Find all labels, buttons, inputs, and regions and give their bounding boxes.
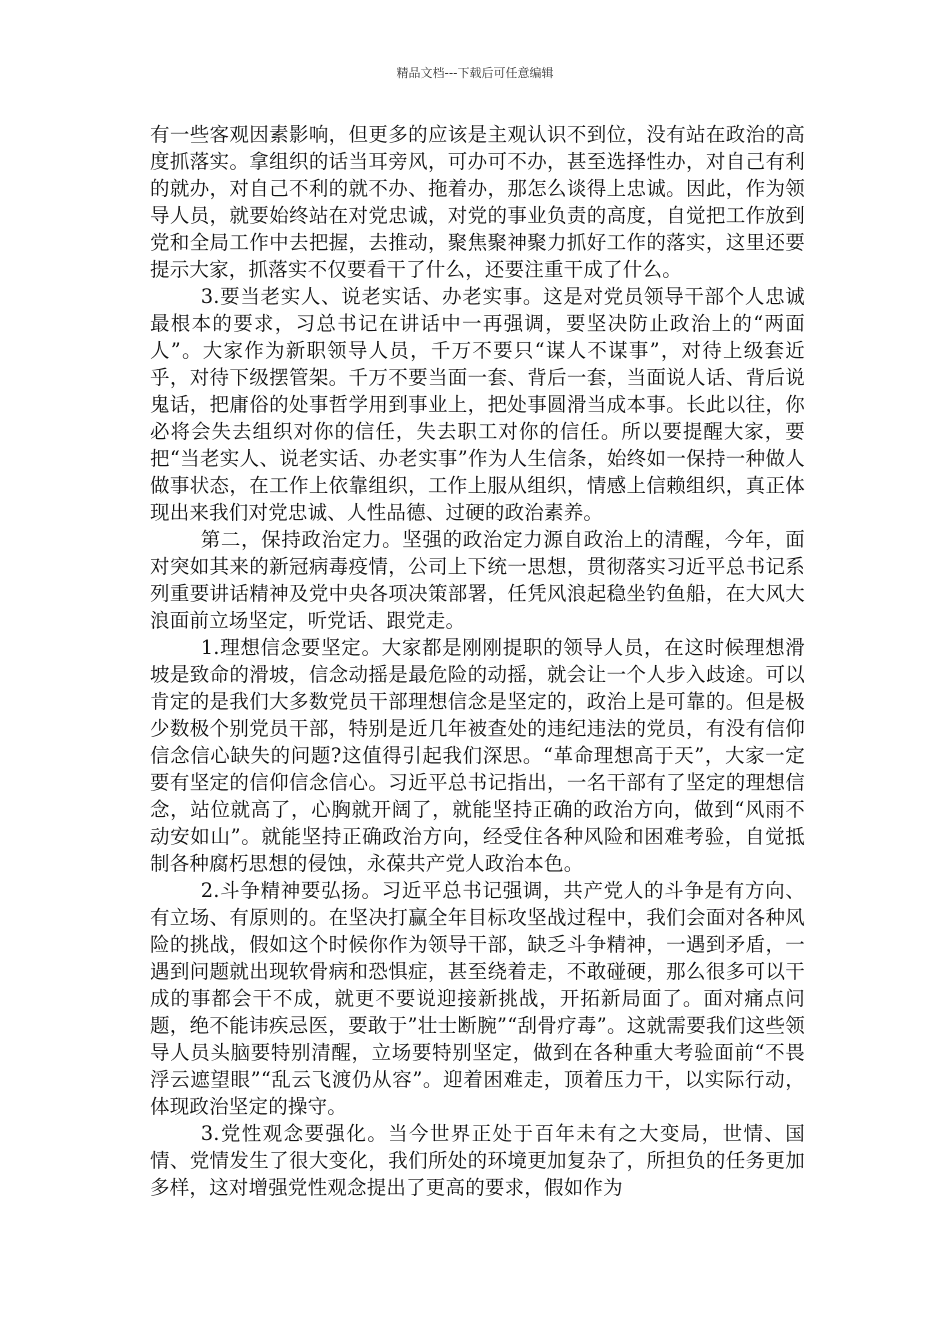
paragraph-continuation: 有一些客观因素影响，但更多的应该是主观认识不到位，没有站在政治的高度抓落实。拿组织的话当耳旁风，可办可不办，甚至选择性办，对自己有利的就办，对自己不利的就不办、拖着办，那怎么谈得上忠诚。因此，作为领导人员，就要始终站在对党忠诚，对党的事业负责的高度，自觉把工作放到党和全局工作中去把握，去推动，聚焦聚神聚力抓好工作的落实，这里还要提示大家，抓落实不仅要看干了什么，还要注重干成了什么。: [150, 123, 805, 281]
page-header: 精品文档---下载后可任意编辑: [396, 66, 554, 80]
paragraph-honest-conduct: 3.要当老实人、说老实话、办老实事。这是对党员领导干部个人忠诚最根本的要求，习总书记在讲话中一再强调，要坚决防止政治上的“两面人”。大家作为新职领导人员，千万不要只“谋人不谋事”，对待上级套近乎，对待下级摆管架。千万不要当面一套、背后一套，当面说人话、背后说鬼话，把庸俗的处事哲学用到事业上，把处事圆滑当成本事。长此以往，你必将会失去组织对你的信任，失去职工对你的信任。所以要提醒大家，要把“当老实人、说老实话、办老实事”作为人生信条，始终如一保持一种做人做事状态，在工作上依靠组织，工作上服从组织，情感上信赖组织，真正体现出来我们对党忠诚、人性品德、过硬的政治素养。: [150, 285, 805, 524]
document-body: [150, 121, 805, 1201]
paragraph-firm-ideals: 1.理想信念要坚定。大家都是刚刚提职的领导人员，在这时候理想滑坡是致命的滑坡，信念动摇是最危险的动摇，就会让一个人步入歧途。可以肯定的是我们大多数党员干部理想信念是坚定的，政治上是可靠的。但是极少数极个别党员干部，特别是近几年被查处的违纪违法的党员，有没有信仰信念信心缺失的问题?这值得引起我们深思。“革命理想高于天”，大家一定要有坚定的信仰信念信心。习近平总书记指出，一名干部有了坚定的理想信念，站位就高了，心胸就开阔了，就能坚持正确的政治方向，做到“风雨不动安如山”。就能坚持正确政治方向，经受住各种风险和困难考验，自觉抵制各种腐朽思想的侵蚀，永葆共产党人政治本色。: [150, 636, 805, 875]
paragraph-fighting-spirit: 2.斗争精神要弘扬。习近平总书记强调，共产党人的斗争是有方向、有立场、有原则的。在坚决打赢全年目标攻坚战过程中，我们会面对各种风险的挑战，假如这个时候你作为领导干部，缺乏斗争精神，一遇到矛盾，一遇到问题就出现软骨病和恐惧症，甚至绕着走，不敢碰硬，那么很多可以干成的事都会干不成，就更不要说迎接新挑战，开拓新局面了。面对痛点问题，绝不能讳疾忌医，要敢于”壮士断腕”“刮骨疗毒”。这就需要我们这些领导人员头脑要特别清醒，立场要特别坚定，做到在各种重大考验面前“不畏浮云遮望眼”“乱云飞渡仍从容”。迎着困难走，顶着压力干，以实际行动，体现政治坚定的操守。: [150, 879, 805, 1118]
paragraph-political-resolve: 第二，保持政治定力。坚强的政治定力源自政治上的清醒，今年，面对突如其来的新冠病毒疫情，公司上下统一思想，贯彻落实习近平总书记系列重要讲话精神及党中央各项决策部署，任凭风浪起稳坐钓鱼船，在大风大浪面前立场坚定，听党话、跟党走。: [150, 528, 805, 632]
paragraph-party-spirit: 3.党性观念要强化。当今世界正处于百年未有之大变局，世情、国情、党情发生了很大变化，我们所处的环境更加复杂了，所担负的任务更加多样，这对增强党性观念提出了更高的要求，假如作为: [150, 1122, 805, 1199]
